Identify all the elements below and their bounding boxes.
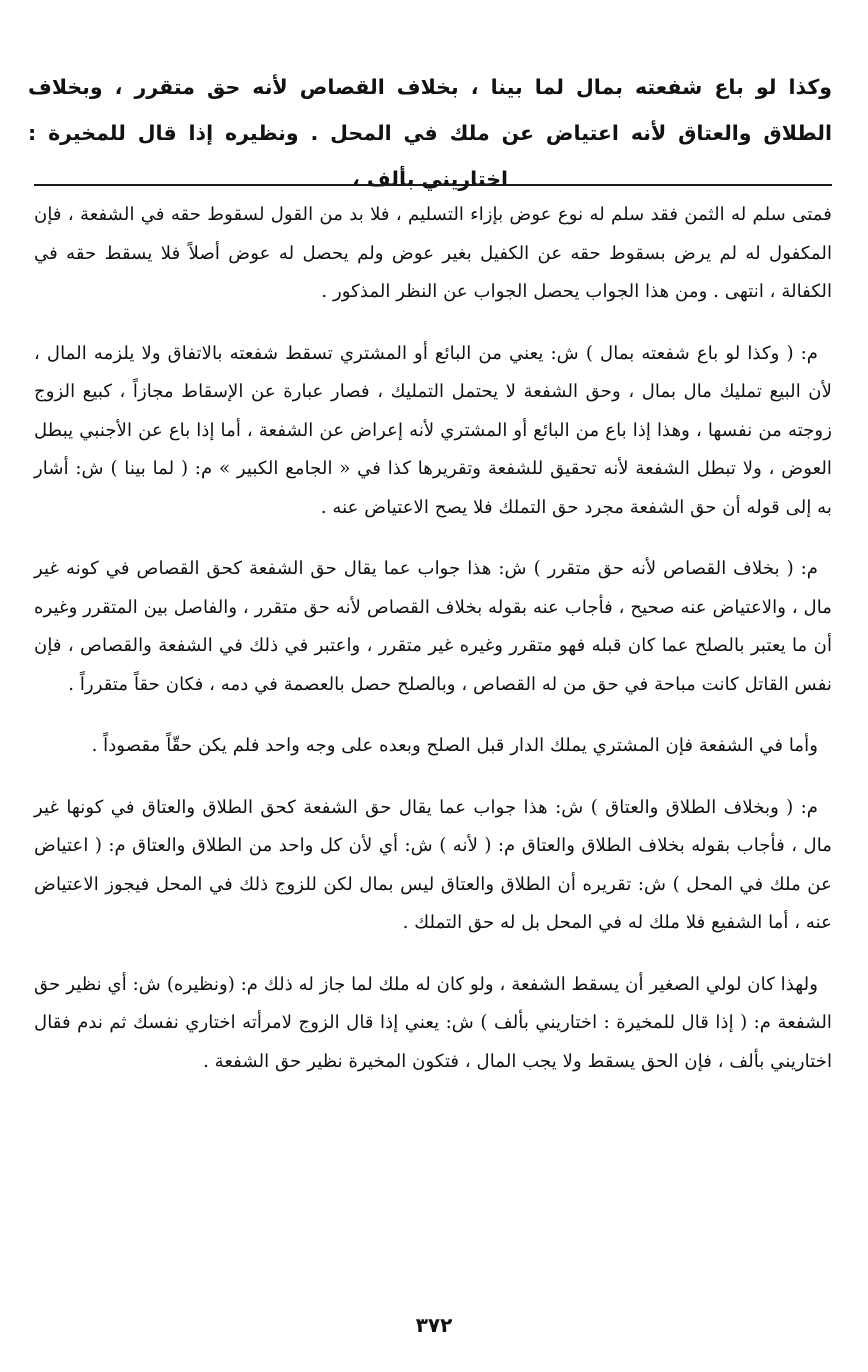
commentary-paragraph: ولهذا كان لولي الصغير أن يسقط الشفعة ، ولو كان له ملك لما جاز له ذلك م: (ونظيره) ش: أي نظير حق الشفعة م: ( إذا قال للمخيرة : اختاريني بألف ) ش: يعني إذا قال الزوج لامرأته اختاري نفسك ثم ندم فقال اختاريني بألف ، فإن الحق يسقط ولا يجب المال ، فتكون المخيرة نظير حق الشفعة . — [34, 973, 832, 1072]
main-text-matn: وكذا لو باع شفعته بمال لما بينا ، بخلاف القصاص لأنه حق متقرر ، وبخلاف الطلاق والعتاق لأنه اعتياض عن ملك في المحل . ونظيره إذا قال للمخيرة : اختاريني بألف ، — [28, 75, 832, 191]
commentary-paragraph: وأما في الشفعة فإن المشتري يملك الدار قبل الصلح وبعده على وجه واحد فلم يكن حقّاً مقصوداً . — [91, 735, 818, 756]
commentary-paragraph: م: ( بخلاف القصاص لأنه حق متقرر ) ش: هذا جواب عما يقال حق الشفعة كحق القصاص في كونه غير مال ، والاعتياض عنه صحيح ، فأجاب عنه بقوله بخلاف القصاص لأنه حق متقرر ، والفاصل بين المتقرر وغيره أن ما يعتبر بالصلح عما كان قبله فهو متقرر وغيره غير متقرر ، واعتبر في ذلك في الشفعة والقصاص ، فإن نفس القاتل كانت مباحة في حق من له القصاص ، وبالصلح حصل بالعصمة في دمه ، فكان حقاً متقرراً . — [34, 558, 832, 695]
commentary-sharh — [34, 196, 832, 1104]
commentary-paragraph: م: ( وبخلاف الطلاق والعتاق ) ش: هذا جواب عما يقال حق الشفعة كحق الطلاق والعتاق في كونها غير مال ، فأجاب بقوله بخلاف الطلاق والعتاق م: ( لأنه ) ش: أي لأن كل واحد من الطلاق والعتاق م: ( اعتياض عن ملك في المحل ) ش: تقريره أن الطلاق والعتاق ليس بمال لكن للزوج ذلك في المحل فيجوز الاعتياض عنه ، أما الشفيع فلا ملك له في المحل بل له حق التملك . — [34, 796, 832, 933]
commentary-paragraph: فمتى سلم له الثمن فقد سلم له نوع عوض بإزاء التسليم ، فلا بد من القول لسقوط حقه في الشفعة ، فإن المكفول له لم يرض بسقوط حقه عن الكفيل بغير عوض ولم يحصل له عوض أصلاً فلا يسقط حقه في الكفالة ، انتهى . ومن هذا الجواب يحصل الجواب عن النظر المذكور . — [34, 204, 832, 302]
commentary-paragraph: م: ( وكذا لو باع شفعته بمال ) ش: يعني من البائع أو المشتري تسقط شفعته بالاتفاق ولا يلزمه المال ، لأن البيع تمليك مال بمال ، وحق الشفعة لا يحتمل التمليك ، فصار عبارة عن الإسقاط مجازاً ، كبيع الزوج زوجته من نفسها ، وهذا إذا باع من البائع أو المشتري لأنه إعراض عن الشفعة ، أما إذا باع عن الأجنبي يبطل العوض ، ولا تبطل الشفعة لأنه تحقيق للشفعة وتقريرها كذا في « الجامع الكبير » م: ( لما بينا ) ش: أشار به إلى قوله أن حق الشفعة مجرد حق التملك فلا يصح الاعتياض عنه . — [34, 342, 832, 518]
separator-rule — [34, 184, 832, 186]
page-number: ٣٧٢ — [415, 1313, 453, 1337]
